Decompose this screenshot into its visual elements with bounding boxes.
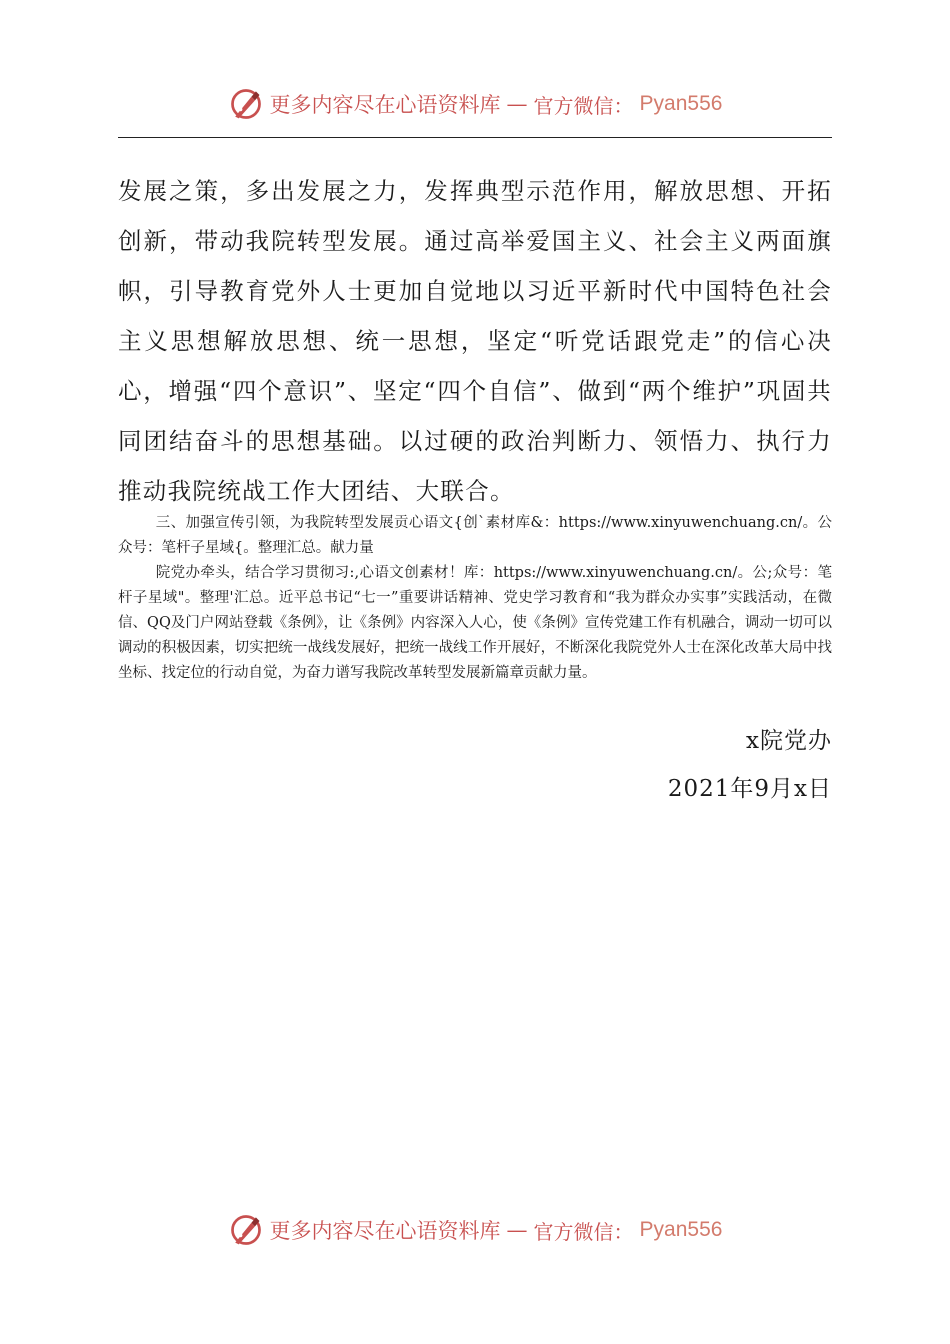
section-three-paragraph: 院党办牵头，结合学习贯彻习:,心语文创素材！库：https://www.xinyuwenchuang.cn/。公;众号：笔杆子星域"。整理'汇总。近平总书记“七一”重要讲话精神、党史学习教育和“我为群众办实事”实践活动，在微信、QQ及门户网站登载《条例》，让《条例》内容深入人心，使《条例》宣传党建工作有机融合，调动一切可以调动的积极因素，切实把统一战线发展好，把统一战线工作开展好，不断深化我院党外人士在深化改革大局中找坐标、找定位的行动自觉，为奋力谱写我院改革转型发展新篇章贡献力量。 — [118, 565, 832, 681]
footer-wechat-label: 官方微信： — [533, 1219, 634, 1244]
pen-logo-icon — [228, 86, 264, 122]
header-wechat-id: Pyan556 — [639, 92, 723, 115]
pen-logo-icon — [228, 1212, 264, 1248]
header-separator: — — [506, 92, 528, 116]
signature-org: x院党办 — [746, 728, 832, 754]
page-header — [0, 84, 950, 124]
body-paragraph: 发展之策，多出发展之力，发挥典型示范作用，解放思想、开拓创新，带动我院转型发展。通过高举爱国主义、社会主义两面旗帜，引导教育党外人士更加自觉地以习近平新时代中国特色社会主义思想解放思想、统一思想，坚定“听党话跟党走”的信心决心，增强“四个意识”、坚定“四个自信”、做到“两个维护”巩固共同团结奋斗的思想基础。以过硬的政治判断力、领悟力、执行力推动我院统战工作大团结、大联合。 — [118, 177, 832, 505]
footer-wechat-id: Pyan556 — [639, 1218, 723, 1241]
header-divider — [118, 137, 832, 138]
header-wechat-label: 官方微信： — [533, 93, 634, 118]
footer-brand — [228, 1212, 723, 1248]
section-three — [118, 511, 832, 686]
footer-brand-text: 更多内容尽在心语资料库 — [269, 1219, 501, 1243]
section-three-heading: 三、加强宣传引领，为我院转型发展贡心语文{创`素材库&：https://www.xinyuwenchuang.cn/。公众号：笔杆子星域{。整理汇总。献力量 — [118, 515, 832, 556]
main-body — [118, 166, 832, 516]
signature-date: 2021年9月x日 — [667, 776, 832, 802]
header-brand-text: 更多内容尽在心语资料库 — [269, 93, 501, 117]
header-brand — [228, 86, 723, 122]
page-footer — [0, 1210, 950, 1250]
footer-separator: — — [506, 1218, 528, 1242]
